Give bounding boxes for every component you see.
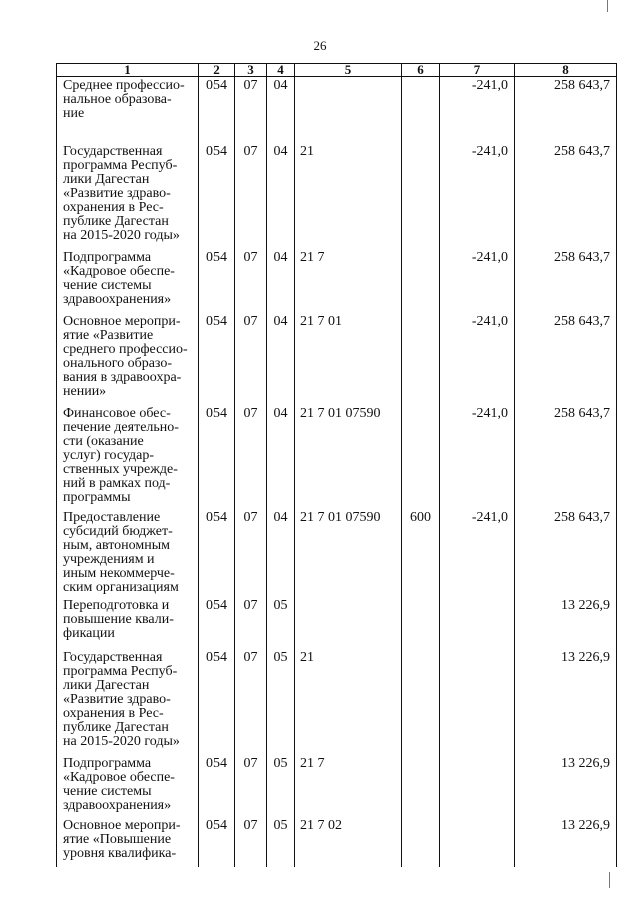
section-code-cell: 07	[235, 755, 267, 817]
row-name-line: здравоохранения»	[63, 291, 172, 307]
row-name-line: Подпрограмма	[63, 249, 152, 265]
subsection-code-cell: 05	[267, 597, 295, 649]
department-code-cell: 054	[199, 755, 235, 817]
expense-type-cell	[402, 817, 440, 867]
department-code-cell: 054	[199, 77, 235, 143]
row-name-line: ственных учрежде-	[63, 461, 178, 477]
department-code-cell: 054	[199, 649, 235, 755]
row-name-line: ятие «Развитие	[63, 327, 154, 343]
total-amount-cell: 258 643,7	[515, 77, 617, 143]
expense-type-cell	[402, 649, 440, 755]
row-name-line: чение системы	[63, 783, 152, 799]
department-code-cell: 054	[199, 249, 235, 313]
row-name-line: «Кадровое обеспе-	[63, 263, 175, 279]
row-name-line: ным, автономным	[63, 537, 171, 553]
table-header-row	[57, 64, 617, 77]
section-code-cell: 07	[235, 77, 267, 143]
target-article-cell: 21 7 02	[295, 817, 402, 867]
table-row	[57, 313, 617, 405]
change-amount-cell: -241,0	[440, 143, 515, 249]
column-header-8: 8	[515, 64, 617, 77]
row-name-cell	[57, 509, 199, 597]
department-code-cell: 054	[199, 597, 235, 649]
row-name-line: уровня квалифика-	[63, 845, 177, 861]
change-amount-cell	[440, 755, 515, 817]
expense-type-cell: 600	[402, 509, 440, 597]
column-header-2: 2	[199, 64, 235, 77]
change-amount-cell: -241,0	[440, 509, 515, 597]
column-header-6: 6	[402, 64, 440, 77]
total-amount-cell: 258 643,7	[515, 249, 617, 313]
target-article-cell: 21 7	[295, 249, 402, 313]
expense-type-cell	[402, 755, 440, 817]
row-name-line: на 2015-2020 годы»	[63, 227, 180, 243]
row-name-cell	[57, 649, 199, 755]
section-code-cell: 07	[235, 649, 267, 755]
column-header-5: 5	[295, 64, 402, 77]
target-article-cell: 21 7 01 07590	[295, 405, 402, 509]
department-code-cell: 054	[199, 817, 235, 867]
row-name-cell	[57, 597, 199, 649]
section-code-cell: 07	[235, 143, 267, 249]
total-amount-cell: 258 643,7	[515, 405, 617, 509]
row-name-cell	[57, 249, 199, 313]
row-name-line: вания в здравоохра-	[63, 369, 182, 385]
target-article-cell: 21 7 01 07590	[295, 509, 402, 597]
row-name-cell	[57, 405, 199, 509]
row-name-line: публике Дагестан	[63, 719, 169, 735]
table-row	[57, 405, 617, 509]
target-article-cell: 21 7	[295, 755, 402, 817]
page-number: 26	[313, 38, 327, 53]
total-amount-cell: 13 226,9	[515, 649, 617, 755]
row-name-line: Государственная	[63, 649, 163, 665]
section-code-cell: 07	[235, 597, 267, 649]
row-name-line: публике Дагестан	[63, 213, 169, 229]
row-name-line: «Кадровое обеспе-	[63, 769, 175, 785]
row-name-line: Финансовое обес-	[63, 405, 171, 421]
subsection-code-cell: 05	[267, 817, 295, 867]
row-name-line: сти (оказание	[63, 433, 144, 449]
section-code-cell: 07	[235, 817, 267, 867]
row-name-line: «Развитие здраво-	[63, 185, 171, 201]
subsection-code-cell: 05	[267, 649, 295, 755]
expense-type-cell	[402, 405, 440, 509]
row-name-line: фикации	[63, 625, 115, 641]
row-name-line: на 2015-2020 годы»	[63, 733, 180, 749]
section-code-cell: 07	[235, 249, 267, 313]
total-amount-cell: 258 643,7	[515, 509, 617, 597]
change-amount-cell: -241,0	[440, 405, 515, 509]
row-name-line: Среднее профессио-	[63, 78, 185, 93]
row-name-cell	[57, 755, 199, 817]
budget-allocation-table	[56, 63, 617, 867]
row-name-line: Предоставление	[63, 509, 161, 525]
row-name-line: охранения в Рес-	[63, 199, 164, 215]
row-name-line: среднего профессио-	[63, 341, 188, 357]
table-row	[57, 817, 617, 867]
expense-type-cell	[402, 77, 440, 143]
column-header-7: 7	[440, 64, 515, 77]
change-amount-cell	[440, 817, 515, 867]
row-name-line: чение системы	[63, 277, 152, 293]
row-name-line: «Развитие здраво-	[63, 691, 171, 707]
total-amount-cell: 258 643,7	[515, 313, 617, 405]
column-header-4: 4	[267, 64, 295, 77]
change-amount-cell	[440, 597, 515, 649]
total-amount-cell: 13 226,9	[515, 817, 617, 867]
department-code-cell: 054	[199, 313, 235, 405]
row-name-line: онального образо-	[63, 355, 173, 371]
column-header-1: 1	[57, 64, 199, 77]
subsection-code-cell: 04	[267, 77, 295, 143]
target-article-cell: 21	[295, 649, 402, 755]
row-name-cell	[57, 143, 199, 249]
row-name-line: ятие «Повышение	[63, 831, 172, 847]
column-header-3: 3	[235, 64, 267, 77]
table-row	[57, 249, 617, 313]
department-code-cell: 054	[199, 143, 235, 249]
row-name-line: печение деятельно-	[63, 419, 179, 435]
scan-edge-mark-bottom	[609, 872, 610, 888]
row-name-line: ний в рамках под-	[63, 475, 171, 491]
change-amount-cell: -241,0	[440, 249, 515, 313]
section-code-cell: 07	[235, 509, 267, 597]
total-amount-cell: 13 226,9	[515, 755, 617, 817]
row-name-line: учреждениям и	[63, 551, 155, 567]
scan-edge-mark-top	[607, 0, 608, 12]
row-name-line: субсидий бюджет-	[63, 523, 173, 539]
row-name-line: Основное меропри-	[63, 817, 181, 833]
row-name-cell	[57, 817, 199, 867]
row-name-line: нальное образова-	[63, 92, 172, 107]
row-name-line: программа Респуб-	[63, 157, 178, 173]
row-name-line: Государственная	[63, 143, 163, 159]
table-row	[57, 77, 617, 143]
row-name-cell	[57, 313, 199, 405]
target-article-cell: 21 7 01	[295, 313, 402, 405]
row-name-line: Основное меропри-	[63, 313, 181, 329]
row-name-line: нении»	[63, 383, 107, 399]
expense-type-cell	[402, 143, 440, 249]
subsection-code-cell: 04	[267, 405, 295, 509]
table-row	[57, 597, 617, 649]
target-article-cell	[295, 77, 402, 143]
row-name-line: услуг) государ-	[63, 447, 154, 463]
table-row	[57, 755, 617, 817]
total-amount-cell: 258 643,7	[515, 143, 617, 249]
row-name-line: охранения в Рес-	[63, 705, 164, 721]
row-name-line: Подпрограмма	[63, 755, 152, 771]
subsection-code-cell: 04	[267, 143, 295, 249]
subsection-code-cell: 05	[267, 755, 295, 817]
row-name-cell	[57, 77, 199, 143]
subsection-code-cell: 04	[267, 249, 295, 313]
row-name-line: повышение квали-	[63, 611, 174, 627]
row-name-line: лики Дагестан	[63, 677, 150, 693]
department-code-cell: 054	[199, 509, 235, 597]
subsection-code-cell: 04	[267, 313, 295, 405]
table-row	[57, 649, 617, 755]
target-article-cell	[295, 597, 402, 649]
row-name-line: программа Респуб-	[63, 663, 178, 679]
expense-type-cell	[402, 249, 440, 313]
change-amount-cell: -241,0	[440, 313, 515, 405]
department-code-cell: 054	[199, 405, 235, 509]
change-amount-cell	[440, 649, 515, 755]
change-amount-cell: -241,0	[440, 77, 515, 143]
section-code-cell: 07	[235, 405, 267, 509]
target-article-cell: 21	[295, 143, 402, 249]
expense-type-cell	[402, 313, 440, 405]
subsection-code-cell: 04	[267, 509, 295, 597]
table-row	[57, 509, 617, 597]
section-code-cell: 07	[235, 313, 267, 405]
row-name-line: здравоохранения»	[63, 797, 172, 813]
total-amount-cell: 13 226,9	[515, 597, 617, 649]
row-name-line: ским организациям	[63, 579, 179, 595]
row-name-line: лики Дагестан	[63, 171, 150, 187]
row-name-line: программы	[63, 489, 131, 505]
table-row	[57, 143, 617, 249]
row-name-line: иным некоммерче-	[63, 565, 175, 581]
row-name-line: ние	[63, 106, 85, 121]
row-name-line: Переподготовка и	[63, 597, 170, 613]
expense-type-cell	[402, 597, 440, 649]
